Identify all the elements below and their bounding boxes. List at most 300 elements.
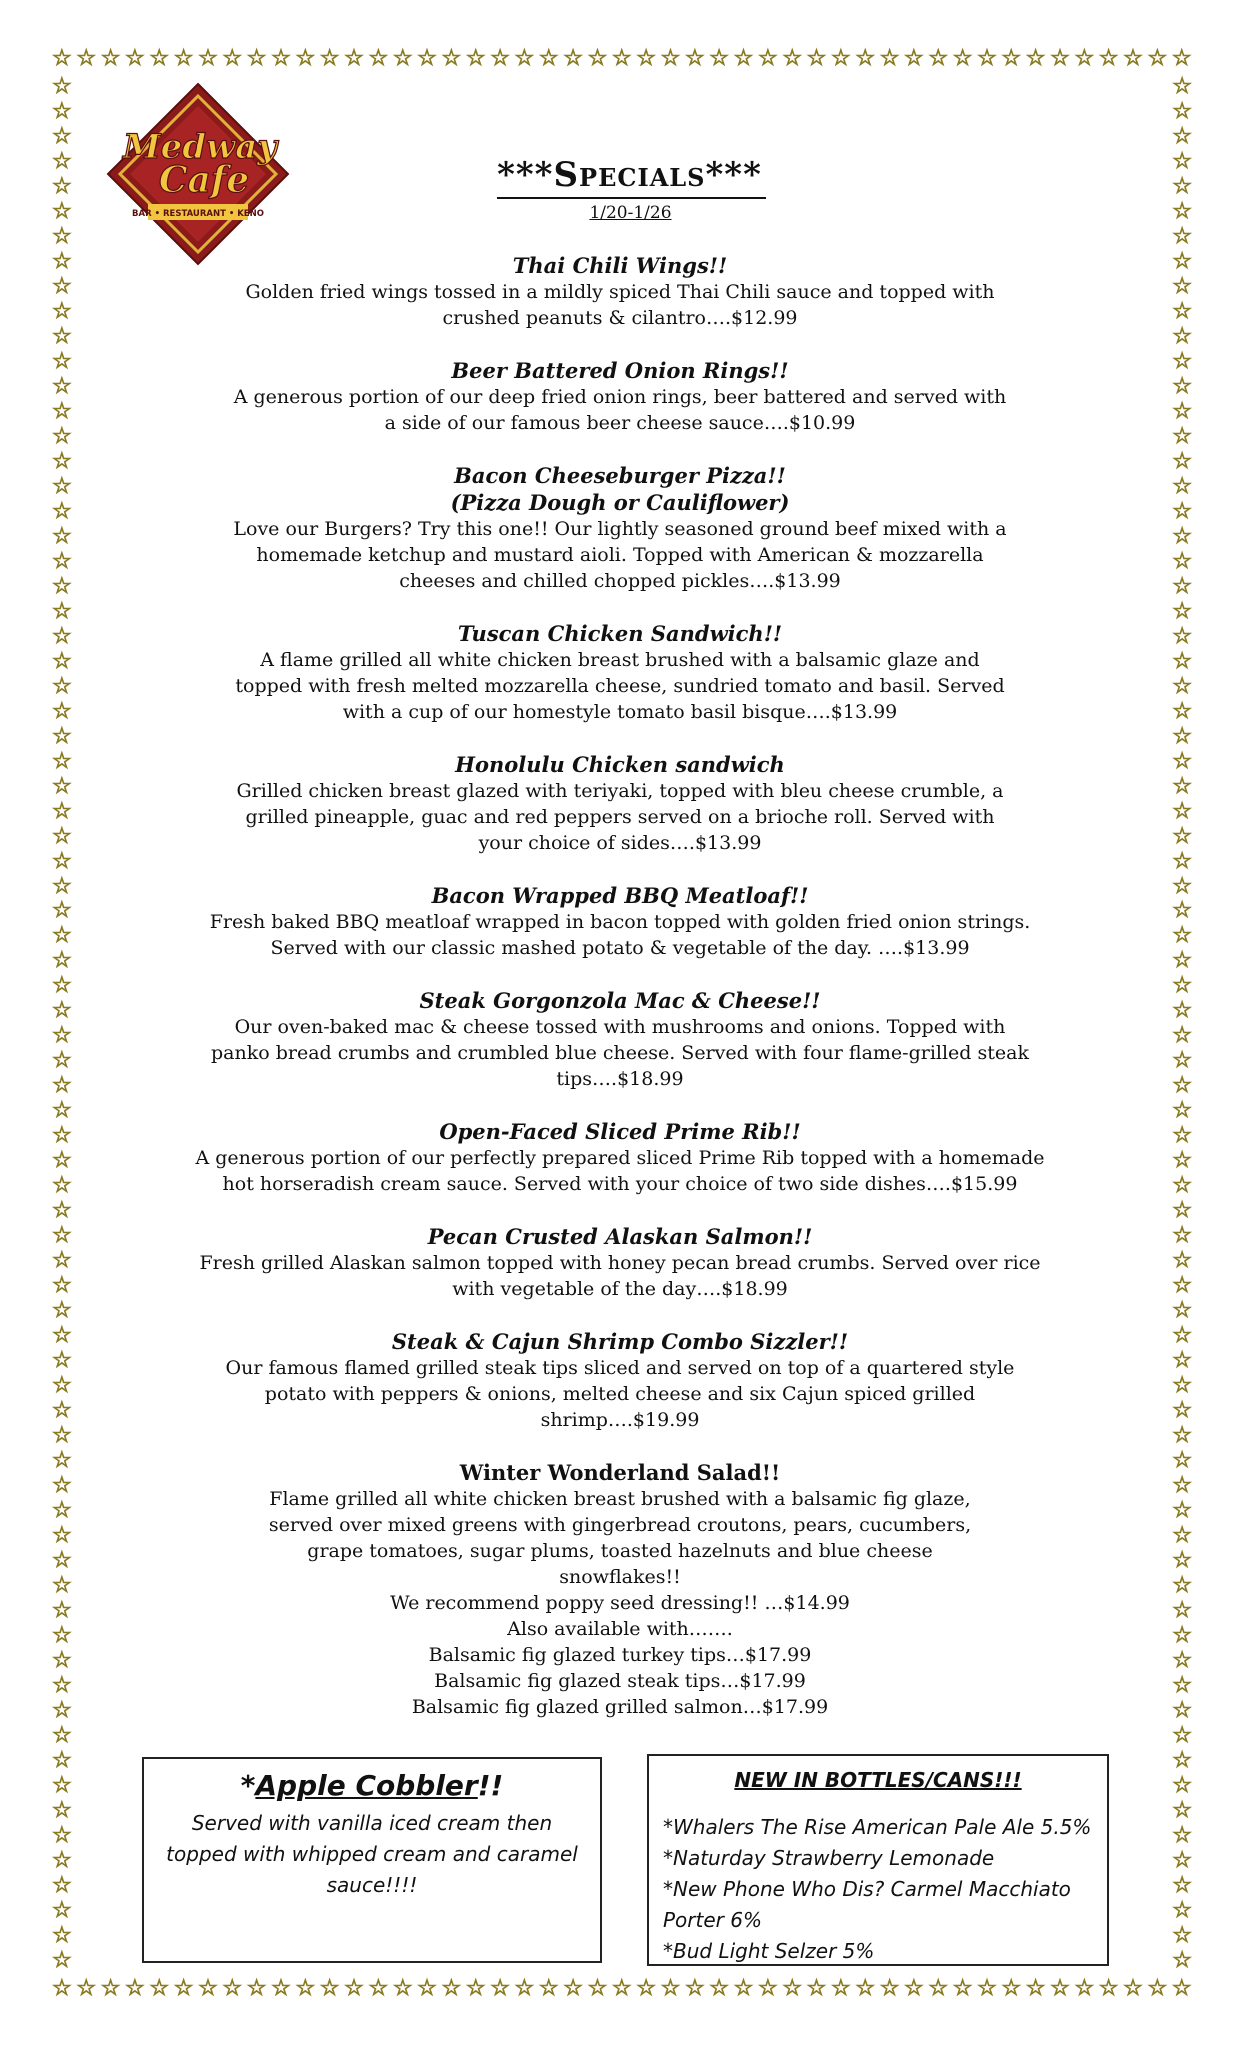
star-icon: ☆ [52, 1822, 72, 1848]
star-icon: ☆ [441, 1976, 462, 2001]
star-icon: ☆ [1171, 1976, 1192, 2001]
star-icon: ☆ [52, 123, 72, 149]
star-icon: ☆ [1172, 198, 1192, 224]
menu-item [130, 1223, 1110, 1302]
star-icon: ☆ [806, 1976, 827, 2001]
star-icon: ☆ [1172, 948, 1192, 974]
star-icon: ☆ [1172, 1922, 1192, 1948]
star-icon: ☆ [52, 98, 72, 124]
star-icon: ☆ [1172, 1173, 1192, 1199]
star-icon: ☆ [222, 1976, 243, 2001]
star-icon: ☆ [1172, 1323, 1192, 1349]
star-icon: ☆ [52, 1373, 72, 1399]
star-icon: ☆ [52, 248, 72, 274]
star-icon: ☆ [1172, 223, 1192, 249]
star-icon: ☆ [563, 1976, 583, 2001]
star-icon: ☆ [855, 46, 876, 71]
star-icon: ☆ [1172, 98, 1192, 124]
star-icon: ☆ [441, 46, 462, 71]
star-icon: ☆ [52, 723, 72, 749]
menu-item-title: Pecan Crusted Alaskan Salmon!! [427, 1224, 813, 1249]
star-icon: ☆ [952, 1976, 973, 2001]
star-icon: ☆ [1172, 1248, 1192, 1274]
star-icon: ☆ [1098, 1976, 1119, 2001]
star-icon: ☆ [368, 1976, 389, 2001]
star-border-right [1172, 76, 1192, 1972]
star-icon: ☆ [125, 46, 145, 71]
dessert-title [144, 1769, 600, 1802]
star-icon: ☆ [1172, 1598, 1192, 1624]
star-icon: ☆ [1172, 248, 1192, 274]
star-icon: ☆ [52, 423, 72, 449]
menu-item-description: A flame grilled all white chicken breast brushed with a balsamic glaze and topped with fresh melted mozzarella cheese, sundried tomato and basil. Served with a cup of our homestyle tomato basil bisque….$13.99 [235, 649, 1005, 723]
star-icon: ☆ [198, 1976, 218, 2001]
star-icon: ☆ [1172, 448, 1192, 474]
star-icon: ☆ [1172, 798, 1192, 824]
star-icon: ☆ [1172, 123, 1192, 149]
dessert-title-prefix: * [240, 1769, 256, 1802]
star-icon: ☆ [198, 46, 218, 71]
star-icon: ☆ [538, 46, 559, 71]
star-icon: ☆ [52, 298, 72, 324]
logo-tagline: BAR • RESTAURANT • KENO [132, 209, 264, 219]
drink-item: *Bud Light Selzer 5% [663, 1939, 875, 1963]
star-icon: ☆ [1172, 148, 1192, 174]
star-icon: ☆ [1172, 423, 1192, 449]
star-icon: ☆ [52, 1872, 72, 1898]
star-icon: ☆ [52, 1123, 72, 1149]
star-icon: ☆ [1171, 46, 1192, 71]
star-icon: ☆ [344, 46, 364, 71]
star-icon: ☆ [757, 46, 778, 71]
star-icon: ☆ [1172, 348, 1192, 374]
star-icon: ☆ [806, 46, 827, 71]
star-icon: ☆ [417, 1976, 437, 2001]
star-icon: ☆ [1172, 698, 1192, 724]
menu-item-title: Steak Gorgonzola Mac & Cheese!! [419, 988, 821, 1013]
star-icon: ☆ [52, 673, 72, 699]
star-icon: ☆ [52, 773, 72, 799]
star-icon: ☆ [1147, 1976, 1168, 2001]
menu-item-description: A generous portion of our perfectly prepared sliced Prime Rib topped with a homemade hot horseradish cream sauce. Served with your choice of two side dishes….$15.99 [195, 1147, 1045, 1195]
menu-item-description: Golden fried wings tossed in a mildly spiced Thai Chili sauce and topped with crushed peanuts & cilantro….$12.99 [245, 281, 995, 329]
star-icon: ☆ [246, 46, 267, 71]
star-icon: ☆ [1172, 1423, 1192, 1449]
menu-item-title: Winter Wonderland Salad!! [459, 1460, 781, 1485]
star-icon: ☆ [1172, 1073, 1192, 1099]
star-icon: ☆ [52, 1797, 72, 1823]
star-icon: ☆ [490, 1976, 510, 2001]
star-icon: ☆ [52, 273, 72, 299]
star-icon: ☆ [52, 1098, 72, 1124]
star-icon: ☆ [1172, 1348, 1192, 1374]
menu-item-title: Bacon Cheeseburger Pizza!! [454, 463, 786, 488]
specials-header [0, 155, 1243, 223]
menu-item [130, 1459, 1110, 1720]
drinks-box [647, 1754, 1109, 1966]
star-icon: ☆ [1172, 923, 1192, 949]
star-icon: ☆ [879, 1976, 900, 2001]
star-icon: ☆ [52, 1448, 72, 1474]
star-icon: ☆ [52, 1697, 72, 1723]
drinks-title: NEW IN BOTTLES/CANS!!! [734, 1768, 1022, 1792]
menu-item [130, 252, 1110, 331]
star-icon: ☆ [1172, 298, 1192, 324]
star-icon: ☆ [1172, 1148, 1192, 1174]
star-icon: ☆ [1172, 848, 1192, 874]
star-icon: ☆ [1172, 1123, 1192, 1149]
star-icon: ☆ [52, 623, 72, 649]
menu-item-description: Fresh grilled Alaskan salmon topped with honey pecan bread crumbs. Served over rice with vegetable of the day….$18.99 [199, 1252, 1041, 1300]
star-icon: ☆ [1123, 46, 1143, 71]
star-icon: ☆ [52, 598, 72, 624]
star-icon: ☆ [855, 1976, 876, 2001]
star-icon: ☆ [1172, 1198, 1192, 1224]
star-icon: ☆ [1172, 773, 1192, 799]
star-icon: ☆ [636, 1976, 656, 2001]
menu-item-title: Honolulu Chicken sandwich [455, 752, 785, 777]
menu-item-description: Love our Burgers? Try this one!! Our lightly seasoned ground beef mixed with a homemade ketchup and mustard aioli. Topped with American & mozzarella cheeses and chilled chopped pickles….$13.99 [233, 518, 1007, 592]
star-icon: ☆ [1172, 273, 1192, 299]
star-icon: ☆ [100, 1976, 121, 2001]
star-icon: ☆ [928, 1976, 949, 2001]
star-icon: ☆ [465, 1976, 486, 2001]
star-icon: ☆ [1098, 46, 1119, 71]
star-icon: ☆ [660, 46, 681, 71]
star-icon: ☆ [52, 1073, 72, 1099]
star-icon: ☆ [1172, 498, 1192, 524]
drink-item: *New Phone Who Dis? Carmel Macchiato Porter 6% [663, 1877, 1071, 1932]
star-icon: ☆ [1172, 173, 1192, 199]
star-icon: ☆ [1172, 1523, 1192, 1549]
star-icon: ☆ [733, 46, 754, 71]
star-icon: ☆ [709, 1976, 730, 2001]
star-icon: ☆ [1172, 74, 1192, 99]
star-icon: ☆ [52, 1223, 72, 1249]
menu-item-description: Grilled chicken breast glazed with teriyaki, topped with bleu cheese crumble, a grilled pineapple, guac and red peppers served on a brioche roll. Served with your choice of sides….$13.99 [236, 780, 1004, 854]
star-icon: ☆ [52, 923, 72, 949]
menu-item [130, 1328, 1110, 1433]
specials-list [130, 252, 1110, 1746]
star-icon: ☆ [1123, 1976, 1143, 2001]
menu-item-description: Fresh baked BBQ meatloaf wrapped in bacon topped with golden fried onion strings. Served with our classic mashed potato & vegetable of the day. ….$13.99 [209, 911, 1031, 959]
star-icon: ☆ [684, 46, 705, 71]
star-icon: ☆ [52, 898, 72, 924]
star-icon: ☆ [368, 46, 389, 71]
star-icon: ☆ [1172, 373, 1192, 399]
star-icon: ☆ [52, 848, 72, 874]
star-icon: ☆ [52, 1198, 72, 1224]
star-icon: ☆ [52, 1548, 72, 1574]
star-border-top [52, 48, 1192, 70]
star-icon: ☆ [52, 1298, 72, 1324]
menu-item-description: Our famous flamed grilled steak tips sliced and served on top of a quartered style potato with peppers & onions, melted cheese and six Cajun spiced grilled shrimp….$19.99 [225, 1357, 1015, 1431]
star-icon: ☆ [514, 1976, 535, 2001]
star-icon: ☆ [52, 1498, 72, 1524]
star-icon: ☆ [1172, 723, 1192, 749]
date-range: 1/20-1/26 [589, 203, 672, 223]
star-icon: ☆ [1025, 1976, 1046, 2001]
dessert-description: Served with vanilla iced cream then topped with whipped cream and caramel sauce!!!! [166, 1811, 578, 1897]
star-icon: ☆ [1172, 748, 1192, 774]
star-icon: ☆ [52, 873, 72, 899]
star-icon: ☆ [1172, 998, 1192, 1024]
star-icon: ☆ [52, 323, 72, 349]
star-icon: ☆ [52, 1423, 72, 1449]
star-icon: ☆ [514, 46, 535, 71]
star-icon: ☆ [52, 1173, 72, 1199]
star-icon: ☆ [1172, 573, 1192, 599]
logo-name-line2: Cafe [158, 159, 250, 201]
star-icon: ☆ [952, 46, 973, 71]
star-icon: ☆ [52, 1348, 72, 1374]
star-icon: ☆ [611, 1976, 632, 2001]
star-icon: ☆ [173, 1976, 194, 2001]
star-icon: ☆ [538, 1976, 559, 2001]
star-icon: ☆ [1172, 323, 1192, 349]
star-icon: ☆ [52, 473, 72, 499]
star-icon: ☆ [1172, 1548, 1192, 1574]
star-icon: ☆ [1025, 46, 1046, 71]
star-icon: ☆ [52, 823, 72, 849]
star-icon: ☆ [636, 46, 656, 71]
star-icon: ☆ [52, 1897, 72, 1923]
dessert-title-name: Apple Cobbler [255, 1769, 478, 1802]
star-icon: ☆ [1172, 398, 1192, 424]
star-icon: ☆ [271, 1976, 291, 2001]
star-icon: ☆ [52, 748, 72, 774]
star-icon: ☆ [1172, 523, 1192, 549]
menu-item-title: Open-Faced Sliced Prime Rib!! [439, 1119, 801, 1144]
star-icon: ☆ [271, 46, 291, 71]
star-icon: ☆ [100, 46, 121, 71]
drink-item: *Whalers The Rise American Pale Ale 5.5% [663, 1815, 1092, 1839]
menu-item-description: Flame grilled all white chicken breast brushed with a balsamic fig glaze, served over mixed greens with gingerbread croutons, pears, cucumbers, grape tomatoes, sugar plums, toasted hazelnuts and blue cheese snowflakes!! We recommend poppy seed dressing!! …$14.99 Also available with……. Balsamic fig glazed turkey tips…$17.99 Balsamic fig glazed steak tips…$17.99 Balsamic fig glazed grilled salmon…$17.99 [268, 1488, 972, 1718]
star-icon: ☆ [733, 1976, 754, 2001]
star-icon: ☆ [295, 46, 316, 71]
star-icon: ☆ [52, 198, 72, 224]
star-icon: ☆ [52, 973, 72, 999]
star-icon: ☆ [52, 1023, 72, 1049]
star-icon: ☆ [1001, 46, 1022, 71]
star-icon: ☆ [1172, 623, 1192, 649]
star-icon: ☆ [52, 573, 72, 599]
star-icon: ☆ [295, 1976, 316, 2001]
star-icon: ☆ [490, 46, 510, 71]
logo-name-line1: Medway [122, 127, 278, 167]
drinks-list [663, 1812, 1107, 1967]
star-icon: ☆ [52, 398, 72, 424]
star-icon: ☆ [125, 1976, 145, 2001]
dessert-title-suffix: !! [477, 1769, 504, 1802]
menu-item-title: Thai Chili Wings!! [512, 253, 728, 278]
star-icon: ☆ [1172, 823, 1192, 849]
menu-item [130, 1118, 1110, 1197]
star-icon: ☆ [1172, 1048, 1192, 1074]
star-icon: ☆ [1172, 1747, 1192, 1773]
star-icon: ☆ [587, 46, 608, 71]
star-icon: ☆ [52, 1273, 72, 1299]
star-icon: ☆ [1172, 1373, 1192, 1399]
star-icon: ☆ [1172, 1398, 1192, 1424]
star-icon: ☆ [1172, 598, 1192, 624]
star-icon: ☆ [587, 1976, 608, 2001]
star-icon: ☆ [52, 373, 72, 399]
star-icon: ☆ [1050, 46, 1070, 71]
star-icon: ☆ [52, 1847, 72, 1873]
star-icon: ☆ [246, 1976, 267, 2001]
star-icon: ☆ [1172, 1822, 1192, 1848]
star-icon: ☆ [76, 46, 97, 71]
star-icon: ☆ [684, 1976, 705, 2001]
star-icon: ☆ [52, 148, 72, 174]
star-icon: ☆ [1172, 1623, 1192, 1649]
star-icon: ☆ [417, 46, 437, 71]
star-icon: ☆ [1172, 973, 1192, 999]
star-icon: ☆ [1172, 648, 1192, 674]
menu-item [130, 620, 1110, 725]
page-title: ***Specials*** [497, 155, 766, 199]
menu-item-title: Beer Battered Onion Rings!! [451, 358, 789, 383]
dessert-box [142, 1757, 602, 1963]
star-icon: ☆ [319, 1976, 340, 2001]
star-icon: ☆ [52, 74, 72, 99]
star-icon: ☆ [1172, 548, 1192, 574]
star-icon: ☆ [149, 1976, 170, 2001]
star-icon: ☆ [52, 1048, 72, 1074]
star-icon: ☆ [563, 46, 583, 71]
star-icon: ☆ [52, 948, 72, 974]
star-icon: ☆ [173, 46, 194, 71]
star-icon: ☆ [52, 1598, 72, 1624]
star-icon: ☆ [52, 1772, 72, 1798]
menu-item-title: Bacon Wrapped BBQ Meatloaf!! [431, 883, 809, 908]
star-icon: ☆ [1172, 873, 1192, 899]
star-icon: ☆ [1172, 1473, 1192, 1499]
star-icon: ☆ [1172, 673, 1192, 699]
star-icon: ☆ [1172, 1573, 1192, 1599]
star-icon: ☆ [1147, 46, 1168, 71]
menu-item [130, 751, 1110, 856]
star-icon: ☆ [709, 46, 730, 71]
menu-item-description: Our oven-baked mac & cheese tossed with mushrooms and onions. Topped with panko bread crumbs and crumbled blue cheese. Served with four flame-grilled steak tips….$18.99 [211, 1016, 1029, 1090]
star-icon: ☆ [1172, 1448, 1192, 1474]
star-icon: ☆ [1172, 1947, 1192, 1973]
star-icon: ☆ [52, 798, 72, 824]
star-icon: ☆ [392, 1976, 413, 2001]
drink-item: *Naturday Strawberry Lemonade [663, 1846, 995, 1870]
star-icon: ☆ [1172, 1223, 1192, 1249]
star-icon: ☆ [52, 1747, 72, 1773]
star-icon: ☆ [904, 46, 924, 71]
star-icon: ☆ [831, 1976, 851, 2001]
star-icon: ☆ [52, 998, 72, 1024]
star-icon: ☆ [52, 448, 72, 474]
star-icon: ☆ [1172, 1772, 1192, 1798]
star-icon: ☆ [52, 1722, 72, 1748]
star-icon: ☆ [782, 1976, 803, 2001]
star-icon: ☆ [1172, 1098, 1192, 1124]
star-icon: ☆ [782, 46, 803, 71]
star-icon: ☆ [52, 1523, 72, 1549]
star-icon: ☆ [1172, 1897, 1192, 1923]
star-border-left [52, 76, 72, 1972]
menu-item [130, 462, 1110, 594]
star-icon: ☆ [222, 46, 243, 71]
star-icon: ☆ [1172, 1273, 1192, 1299]
star-icon: ☆ [1172, 1697, 1192, 1723]
star-icon: ☆ [52, 1976, 72, 2001]
star-icon: ☆ [1001, 1976, 1022, 2001]
star-icon: ☆ [1172, 1648, 1192, 1674]
menu-item [130, 357, 1110, 436]
star-icon: ☆ [52, 46, 72, 71]
star-icon: ☆ [1172, 1872, 1192, 1898]
star-icon: ☆ [52, 548, 72, 574]
star-icon: ☆ [1172, 1298, 1192, 1324]
star-icon: ☆ [76, 1976, 97, 2001]
star-icon: ☆ [52, 1398, 72, 1424]
star-icon: ☆ [52, 698, 72, 724]
star-icon: ☆ [1172, 473, 1192, 499]
star-icon: ☆ [465, 46, 486, 71]
star-icon: ☆ [1074, 46, 1095, 71]
star-icon: ☆ [149, 46, 170, 71]
star-icon: ☆ [757, 1976, 778, 2001]
star-icon: ☆ [52, 1573, 72, 1599]
menu-item-description: A generous portion of our deep fried onion rings, beer battered and served with a side of our famous beer cheese sauce….$10.99 [233, 386, 1007, 434]
star-icon: ☆ [52, 648, 72, 674]
star-icon: ☆ [52, 1947, 72, 1973]
star-icon: ☆ [52, 1148, 72, 1174]
star-icon: ☆ [344, 1976, 364, 2001]
star-icon: ☆ [52, 223, 72, 249]
star-icon: ☆ [879, 46, 900, 71]
star-icon: ☆ [319, 46, 340, 71]
star-border-bottom [52, 1978, 1192, 2000]
star-icon: ☆ [52, 1473, 72, 1499]
star-icon: ☆ [928, 46, 949, 71]
star-icon: ☆ [52, 173, 72, 199]
menu-item-title: Tuscan Chicken Sandwich!! [457, 621, 783, 646]
star-icon: ☆ [52, 1648, 72, 1674]
star-icon: ☆ [977, 46, 997, 71]
star-icon: ☆ [660, 1976, 681, 2001]
star-icon: ☆ [977, 1976, 997, 2001]
menu-item-subtitle: (Pizza Dough or Cauliflower) [450, 490, 790, 515]
menu-item [130, 882, 1110, 961]
star-icon: ☆ [1172, 1673, 1192, 1698]
star-icon: ☆ [52, 1623, 72, 1649]
star-icon: ☆ [1074, 1976, 1095, 2001]
star-icon: ☆ [52, 498, 72, 524]
menu-item-title: Steak & Cajun Shrimp Combo Sizzler!! [391, 1329, 849, 1354]
star-icon: ☆ [1172, 1722, 1192, 1748]
star-icon: ☆ [831, 46, 851, 71]
star-icon: ☆ [1050, 1976, 1070, 2001]
star-icon: ☆ [1172, 1023, 1192, 1049]
star-icon: ☆ [52, 523, 72, 549]
star-icon: ☆ [1172, 1797, 1192, 1823]
star-icon: ☆ [611, 46, 632, 71]
star-icon: ☆ [1172, 898, 1192, 924]
star-icon: ☆ [52, 1922, 72, 1948]
star-icon: ☆ [52, 1248, 72, 1274]
star-icon: ☆ [392, 46, 413, 71]
star-icon: ☆ [1172, 1498, 1192, 1524]
star-icon: ☆ [52, 348, 72, 374]
menu-item [130, 987, 1110, 1092]
